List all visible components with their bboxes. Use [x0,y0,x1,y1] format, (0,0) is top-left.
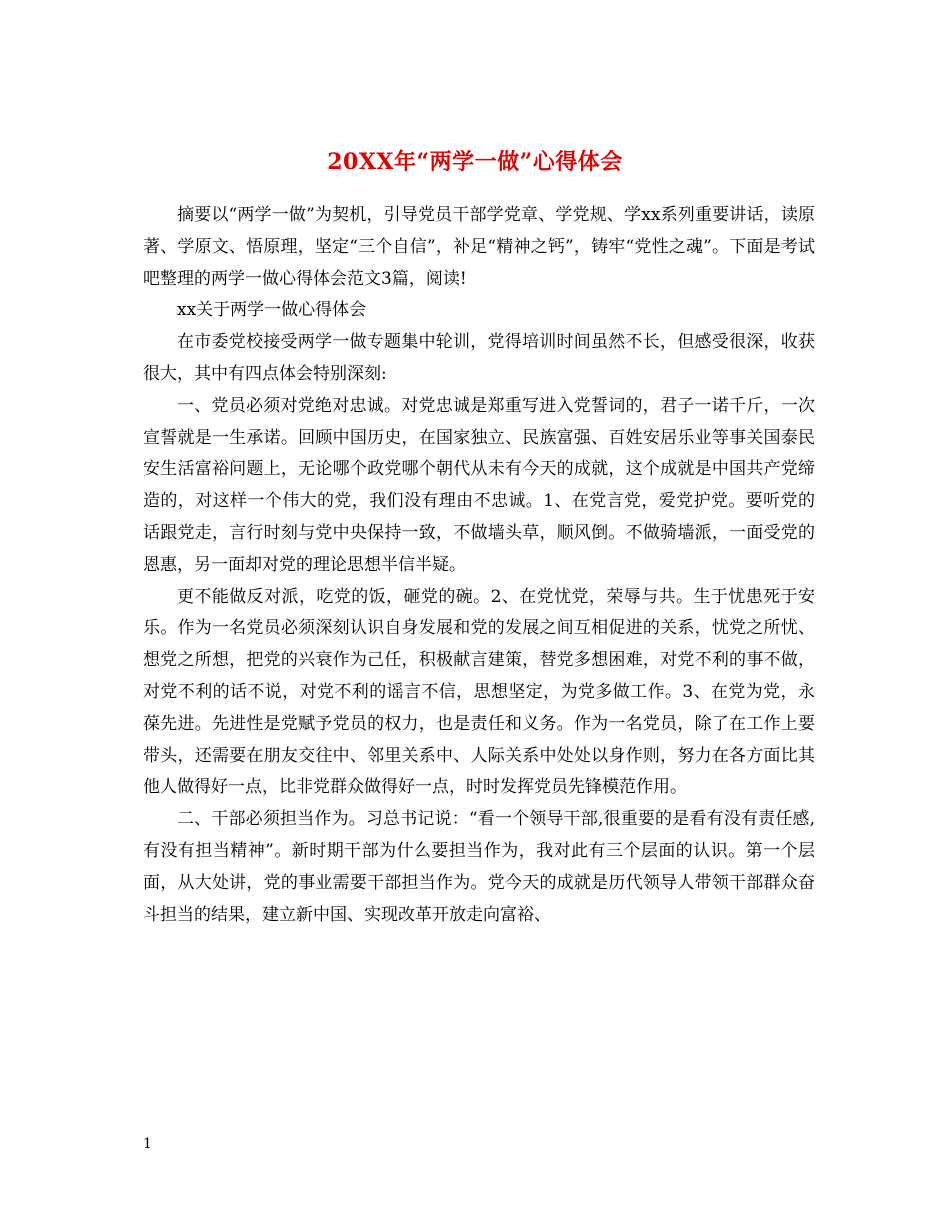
paragraph-subheading: xx关于两学一做心得体会 [177,300,367,321]
page-number: 1 [143,1136,152,1152]
paragraph-intro: 在市委党校接受两学一做专题集中轮训，党得培训时间虽然不长，但感受很深，收获很大，其中有四点体会特别深刻: [143,332,815,384]
document-title: 20XX年“两学一做”心得体会 [327,148,623,175]
paragraph-section-one-continued: 更不能做反对派，吃党的饭，砸党的碗。2、在党忧党，荣辱与共。生于忧患死于安乐。作为一名党员必须深刻认识自身发展和党的发展之间互相促进的关系，忧党之所忧、想党之所想，把党的兴衰作为己任，积极献言建策，替党多想困难，对党不利的事不做，对党不利的话不说，对党不利的谣言不信，思想坚定，为党多做工作。3、在党为党，永葆先进。先进性是党赋予党员的权力，也是责任和义务。作为一名党员，除了在工作上要带头，还需要在朋友交往中、邻里关系中、人际关系中处处以身作则，努力在各方面比其他人做得好一点，比非党群众做得好一点，时时发挥党员先锋模范作用。 [143,586,815,798]
document-body [143,200,815,931]
paragraph-abstract: 摘要以“两学一做”为契机，引导党员干部学党章、学党规、学xx系列重要讲话，读原著、学原文、悟原理，坚定“三个自信”，补足“精神之钙”，铸牢“党性之魂”。下面是考试吧整理的两学一做心得体会范文3篇，阅读! [143,205,815,289]
paragraph-section-one: 一、党员必须对党绝对忠诚。对党忠诚是郑重写进入党誓词的，君子一诺千斤，一次宣誓就是一生承诺。回顾中国历史，在国家独立、民族富强、百姓安居乐业等事关国泰民安生活富裕问题上，无论哪个政党哪个朝代从未有今天的成就，这个成就是中国共产党缔造的，对这样一个伟大的党，我们没有理由不忠诚。1、在党言党，爱党护党。要听党的话跟党走，言行时刻与党中央保持一致，不做墙头草，顺风倒。不做骑墙派，一面受党的恩惠，另一面却对党的理论思想半信半疑。 [143,395,815,575]
paragraph-section-two: 二、干部必须担当作为。习总书记说：“看一个领导干部,很重要的是看有没有责任感,有没有担当精神”。新时期干部为什么要担当作为，我对此有三个层面的认识。第一个层面，从大处讲，党的事业需要干部担当作为。党今天的成就是历代领导人带领干部群众奋斗担当的结果，建立新中国、实现改革开放走向富裕、 [143,809,815,925]
